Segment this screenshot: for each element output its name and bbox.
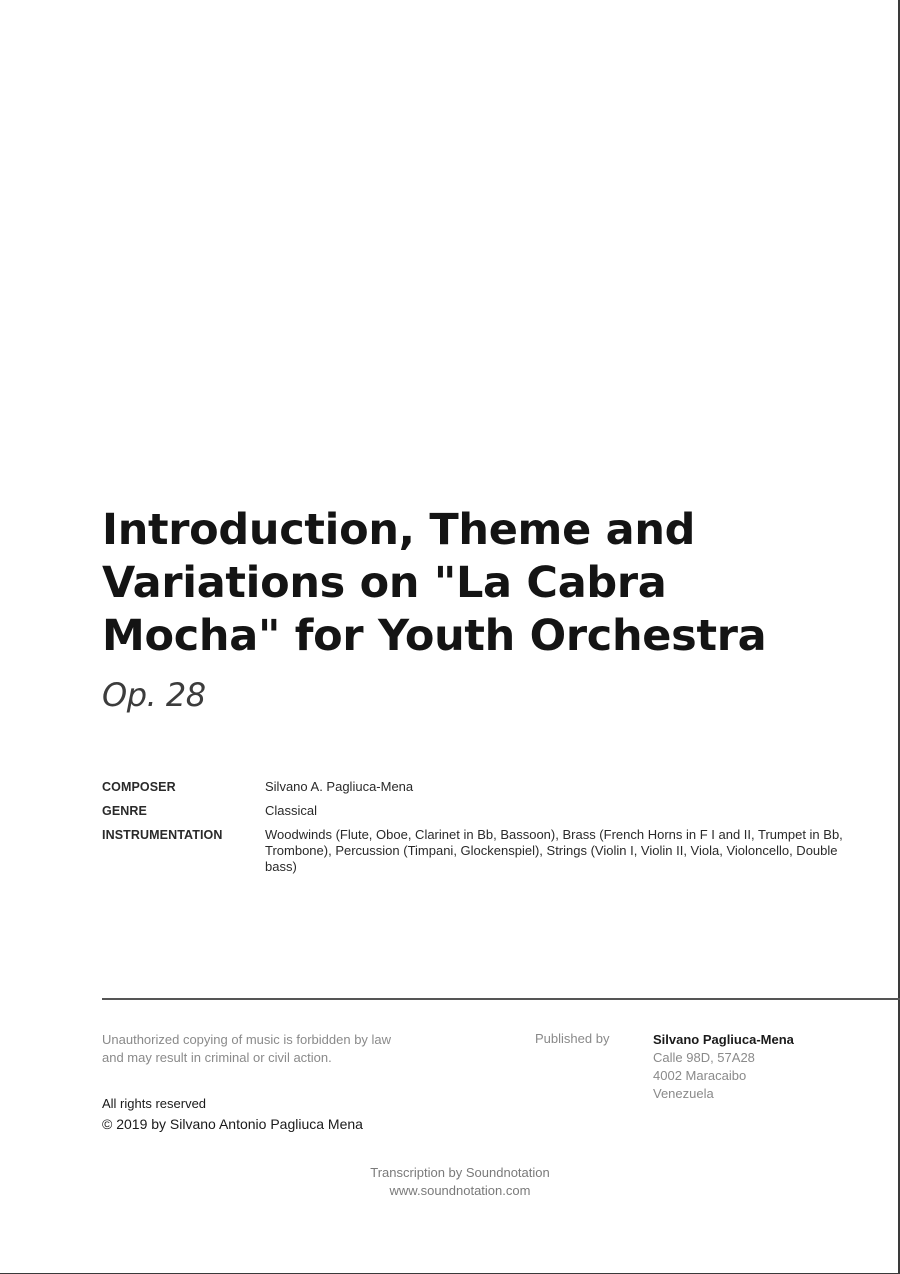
meta-value-instrumentation: Woodwinds (Flute, Oboe, Clarinet in Bb, Bassoon), Brass (French Horns in F I and II, Trumpet in Bb, Trombone), Percussion (Timpani, Glockenspiel), Strings (Violin I, Violin II, Viola, Violoncello, Double bass) [265,827,843,874]
copyright-line: © 2019 by Silvano Antonio Pagliuca Mena [102,1116,363,1132]
transcription-footer [0,1164,900,1200]
rights-block [102,1094,502,1134]
notice-line-2: and may result in criminal or civil action. [102,1050,332,1065]
notice-line-1: Unauthorized copying of music is forbidden by law [102,1032,392,1047]
published-by-label: Published by [535,1031,610,1046]
meta-row-composer [102,779,862,795]
publisher-name: Silvano Pagliuca-Mena [653,1032,794,1047]
meta-row-instrumentation [102,827,862,875]
rights-reserved: All rights reserved [102,1096,207,1111]
footer-divider [102,998,900,1000]
score-title: Introduction, Theme and Variations on "La Cabra Mocha" for Youth Orchestra [102,505,767,661]
transcription-credit: Transcription by Soundnotation [370,1165,550,1180]
publisher-block [653,1031,794,1103]
meta-key-composer: COMPOSER [102,780,176,794]
score-metadata [102,779,862,883]
meta-row-genre [102,803,862,819]
meta-key-genre: GENRE [102,804,147,818]
publisher-address-line-1: Calle 98D, 57A28 [653,1050,755,1065]
opus-number: Op. 28 [102,676,206,714]
publisher-address-line-3: Venezuela [653,1086,714,1101]
publisher-address-line-2: 4002 Maracaibo [653,1068,747,1083]
meta-value-composer: Silvano A. Pagliuca-Mena [265,779,414,794]
meta-value-genre: Classical [265,803,318,818]
copying-notice [102,1031,482,1067]
meta-key-instrumentation: INSTRUMENTATION [102,828,223,842]
website-link[interactable]: www.soundnotation.com [389,1183,531,1198]
